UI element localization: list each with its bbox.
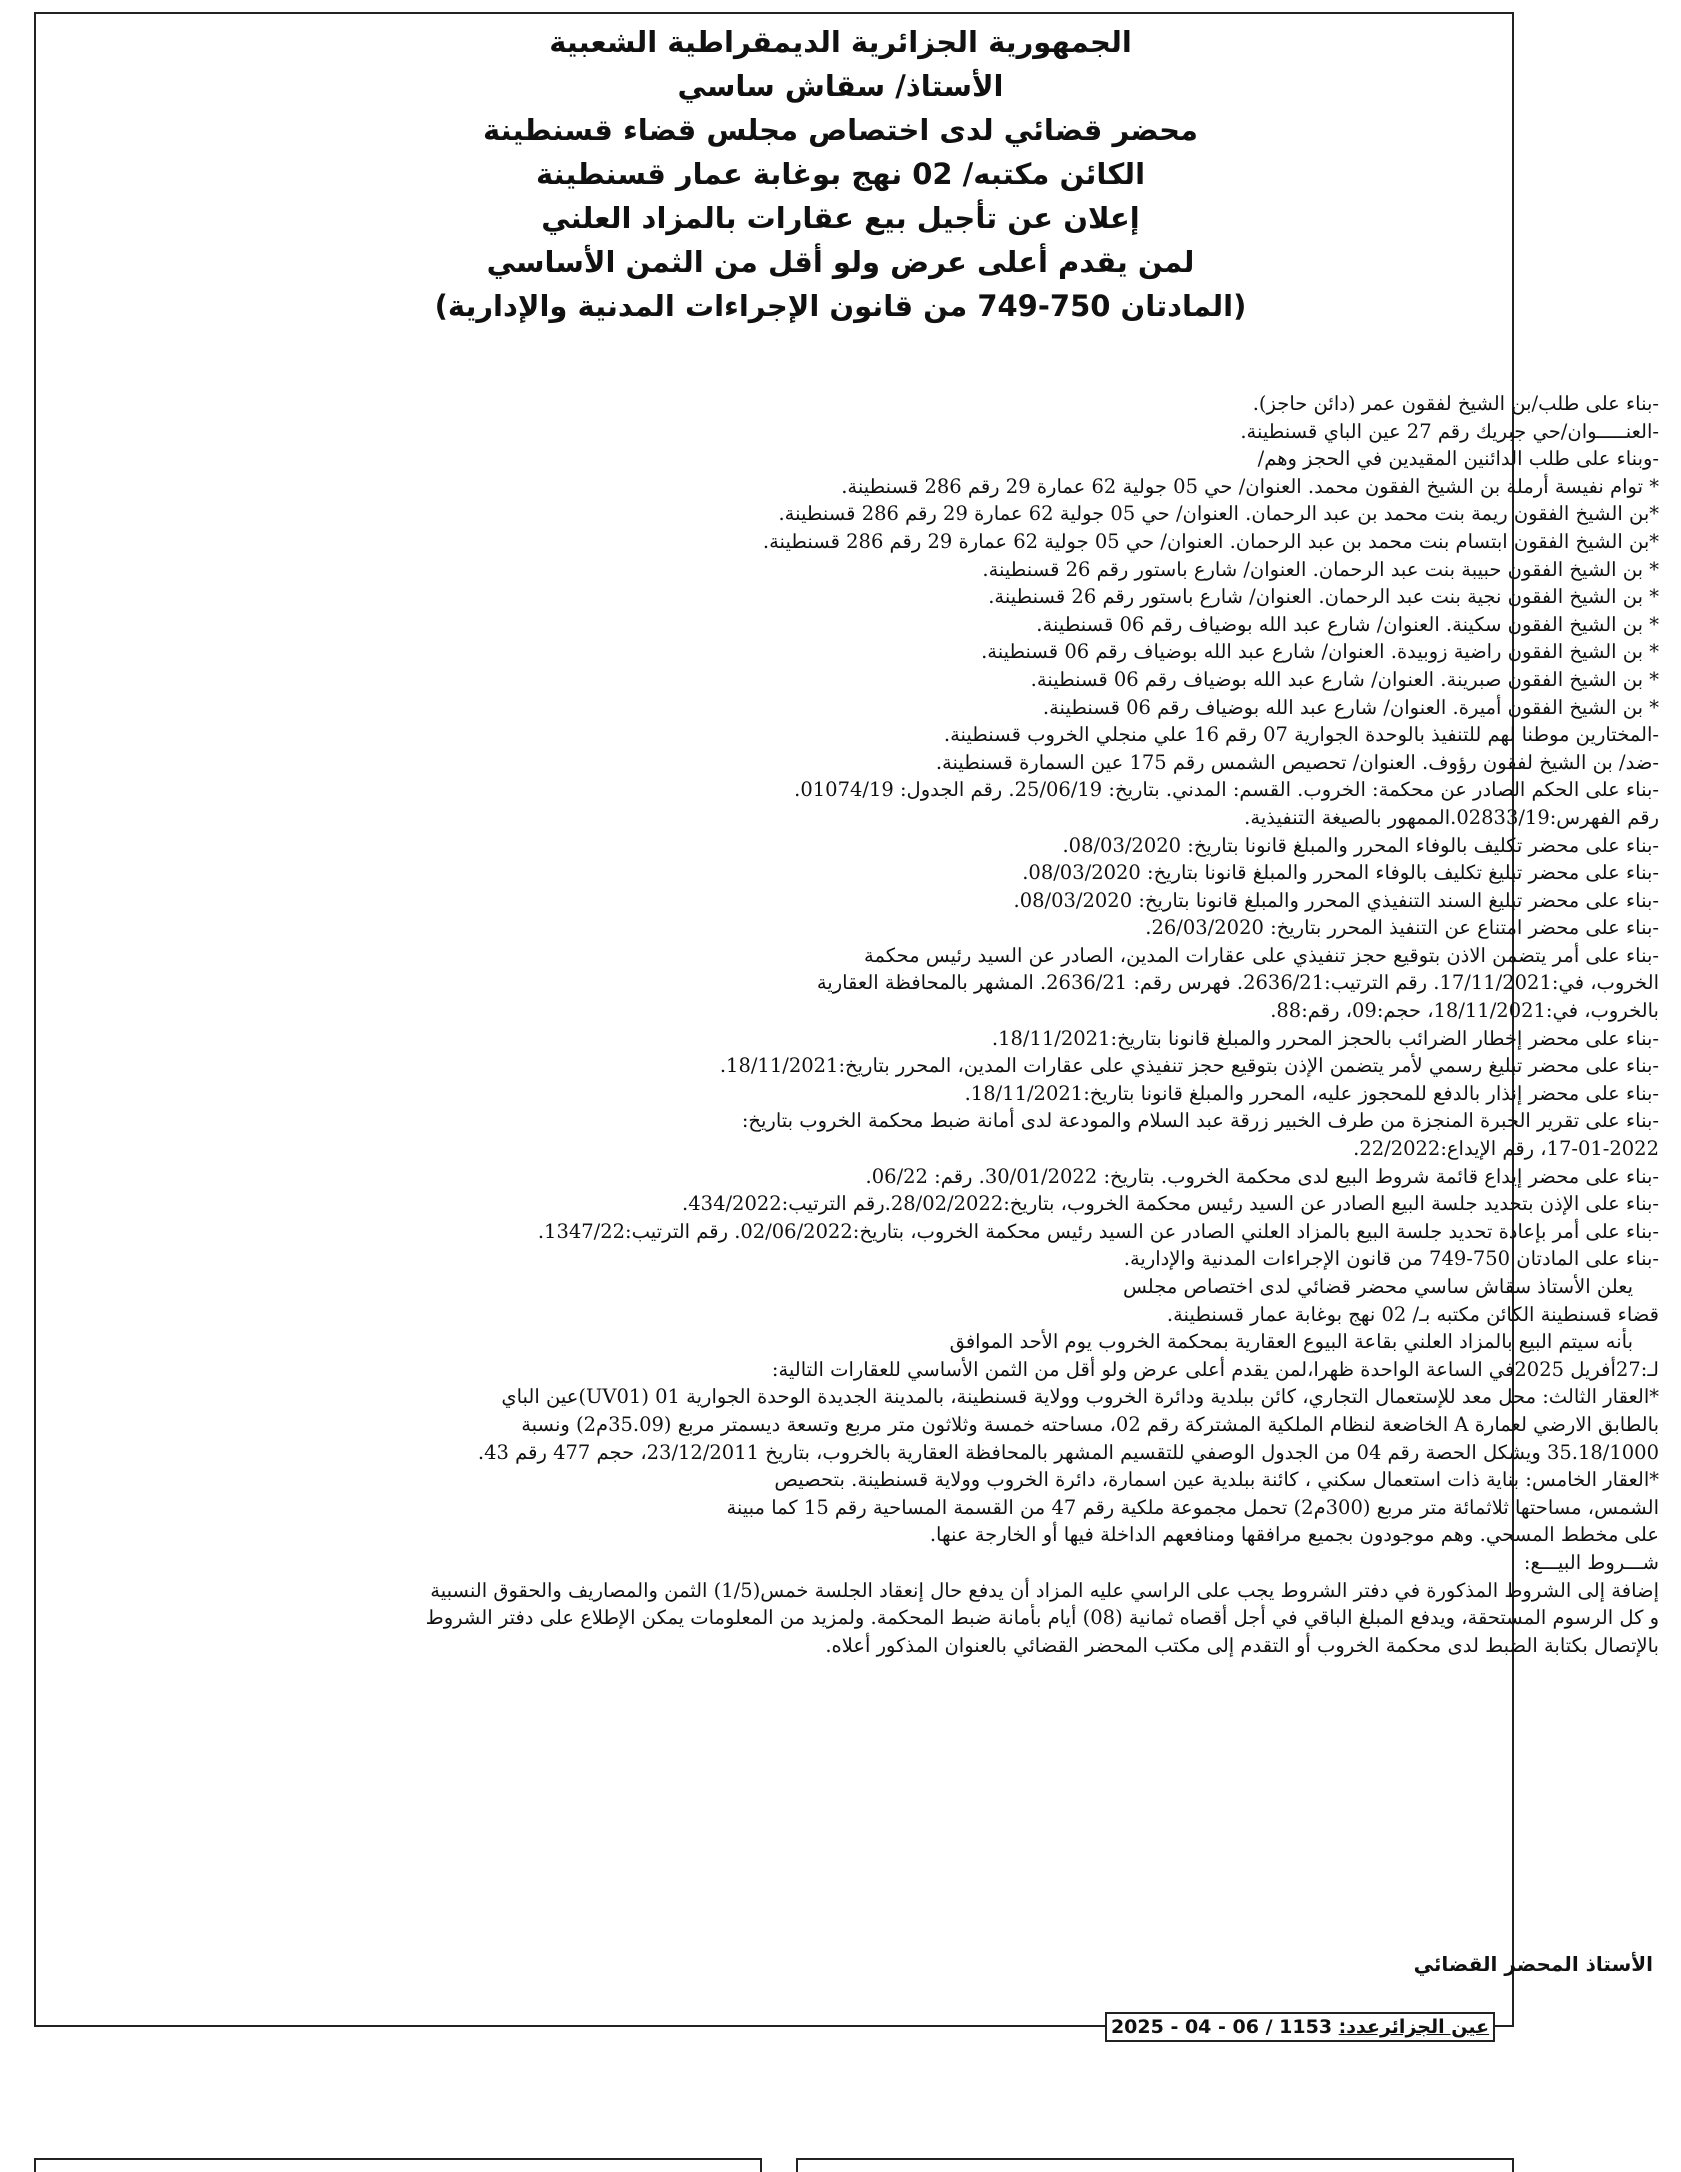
reference-value: 1153 / 06 - 04 - 2025 [1110, 2016, 1333, 2038]
body-line: -بناء على الحكم الصادر عن محكمة: الخروب. القسم: المدني. بتاريخ: 25/06/19. رقم الجدول: 01074/19. [794, 778, 1659, 802]
header-jurisdiction: محضر قضائي لدى اختصاص مجلس قضاء قسنطينة [483, 113, 1198, 147]
header-bailiff-name: الأستاذ/ سقاش ساسي [677, 69, 1004, 103]
body-line: 17-01-2022، رقم الإيداع:22/2022. [1353, 1137, 1659, 1161]
body-line: قضاء قسنطينة الكائن مكتبه بـ/ 02 نهج بوغابة عمار قسنطينة. [1166, 1302, 1659, 1326]
body-line: بالخروب، في:18/11/2021، حجم:09، رقم:88. [1270, 999, 1659, 1023]
body-line: -بناء على محضر إنذار بالدفع للمحجوز عليه، المحرر والمبلغ قانونا بتاريخ:18/11/2021. [964, 1081, 1659, 1105]
body-line: -بناء على أمر بإعادة تحديد جلسة البيع بالمزاد العلني الصادر عن السيد رئيس محكمة الخروب، بتاريخ:02/06/2022. رقم الترتيب:1347/22. [537, 1219, 1659, 1243]
header-announcement-title: إعلان عن تأجيل بيع عقارات بالمزاد العلني [541, 201, 1140, 235]
body-line: -بناء على محضر إيداع قائمة شروط البيع لدى محكمة الخروب. بتاريخ: 30/01/2022. رقم: 06/22. [865, 1164, 1659, 1188]
body-line: -بناء على أمر يتضمن الاذن بتوقيع حجز تنفيذي على عقارات المدين، الصادر عن السيد رئيس محكمة [864, 943, 1659, 967]
next-announcement-right [796, 2158, 1514, 2172]
body-line: على مخطط المسحي. وهم موجودون بجميع مرافقها ومنافعهم الداخلة فيها أو الخارجة عنها. [929, 1523, 1659, 1547]
body-line: *بن الشيخ الفقون ريمة بنت محمد بن عبد الرحمان. العنوان/ حي 05 جولية 62 عمارة 29 رقم 286 قسنطينة. [778, 502, 1659, 526]
body-line: -وبناء على طلب الدائنين المقيدين في الحجز وهم/ [1257, 447, 1659, 471]
header-republic: الجمهورية الجزائرية الديمقراطية الشعبية [549, 25, 1132, 59]
body-line: -بناء على محضر تبليغ رسمي لأمر يتضمن الإذن بتوقيع حجز تنفيذي على عقارات المدين، المحرر بتاريخ:18/11/2021. [719, 1054, 1659, 1078]
body-line: *العقار الخامس: بناية ذات استعمال سكني ، كائنة ببلدية عين اسمارة، دائرة الخروب وولاية قسنطينة. بتحصيص [774, 1468, 1659, 1492]
header-legal-articles: (المادتان 750-749 من قانون الإجراءات المدنية والإدارية) [434, 289, 1247, 323]
document-header [40, 20, 1641, 328]
body-line: -العنـــــوان/حي جبريك رقم 27 عين الباي قسنطينة. [1240, 419, 1659, 443]
body-line: بأنه سيتم البيع بالمزاد العلني بقاعة البيوع العقارية بمحكمة الخروب يوم الأحد الموافق [949, 1330, 1633, 1354]
body-line: -بناء على محضر إخطار الضرائب بالحجز المحرر والمبلغ قانونا بتاريخ:18/11/2021. [991, 1026, 1659, 1050]
body-line: -ضد/ بن الشيخ لفقون رؤوف. العنوان/ تحصيص الشمس رقم 175 عين السمارة قسنطينة. [935, 750, 1659, 774]
reference-label: عين الجزائرعدد: [1338, 2016, 1490, 2038]
body-line: * بن الشيخ الفقون صبرينة. العنوان/ شارع عبد الله بوضياف رقم 06 قسنطينة. [1030, 667, 1659, 691]
body-line: -بناء على محضر تبليغ السند التنفيذي المحرر والمبلغ قانونا بتاريخ: 08/03/2020. [1013, 888, 1659, 912]
body-line: الخروب، في:17/11/2021. رقم الترتيب:2636/21. فهرس رقم: 2636/21. المشهر بالمحافظة العقارية [816, 971, 1659, 995]
header-bid-condition: لمن يقدم أعلى عرض ولو أقل من الثمن الأساسي [486, 245, 1195, 279]
body-line: * بن الشيخ الفقون راضية زوبيدة. العنوان/ شارع عبد الله بوضياف رقم 06 قسنطينة. [981, 640, 1659, 664]
body-line: -بناء على تقرير الخبرة المنجزة من طرف الخبير زرقة عبد السلام والمودعة لدى أمانة ضبط محكمة الخروب بتاريخ: [741, 1109, 1659, 1133]
next-announcement-left [34, 2158, 762, 2172]
body-line: رقم الفهرس:02833/19.الممهور بالصيغة التنفيذية. [1244, 805, 1659, 829]
body-line: و كل الرسوم المستحقة، ويدفع المبلغ الباقي في أجل أقصاه ثمانية (08) أيام بأمانة ضبط المحكمة. ولمزيد من المعلومات يمكن الإطلاع على دفتر الشروط [425, 1606, 1659, 1630]
body-line: -المختارين موطنا لهم للتنفيذ بالوحدة الجوارية 07 رقم 16 علي منجلي الخروب قسنطينة. [943, 723, 1659, 747]
header-office-address: الكائن مكتبه/ 02 نهج بوغابة عمار قسنطينة [535, 157, 1146, 191]
body-line: 35.18/1000 ويشكل الحصة رقم 04 من الجدول الوصفي للتقسيم المشهر بالمحافظة العقارية بالخروب، بتاريخ 23/12/2011، حجم 477 رقم 43. [477, 1440, 1659, 1464]
signature-bailiff: الأستاذ المحضر القضائي [1413, 1952, 1653, 1976]
body-line: * بن الشيخ الفقون أميرة. العنوان/ شارع عبد الله بوضياف رقم 06 قسنطينة. [1042, 695, 1659, 719]
body-line: بالإتصال بكتابة الضبط لدى محكمة الخروب أو التقدم إلى مكتب المحضر القضائي بالعنوان المذكور أعلاه. [825, 1633, 1659, 1657]
body-line: -بناء على محضر تكليف بالوفاء المحرر والمبلغ قانونا بتاريخ: 08/03/2020. [1062, 833, 1659, 857]
body-line: -بناء على طلب/بن الشيخ لفقون عمر (دائن حاجز). [1252, 392, 1659, 415]
body-line: إضافة إلى الشروط المذكورة في دفتر الشروط يجب على الراسي عليه المزاد أن يدفع حال إنعقاد الجلسة خمس(1/5) الثمن والمصاريف والحقوق النسبية [430, 1578, 1659, 1602]
document-body [10, 390, 1659, 1659]
body-line: *العقار الثالث: محل معد للإستعمال التجاري، كائن ببلدية ودائرة الخروب وولاية قسنطينة، بالمدينة الجديدة الوحدة الجوارية 01 (UV01)عين الباي [501, 1385, 1659, 1409]
body-line: * بن الشيخ الفقون نجية بنت عبد الرحمان. العنوان/ شارع باستور رقم 26 قسنطينة. [988, 585, 1659, 609]
sale-conditions-heading: شـــروط البيـــع: [1523, 1550, 1659, 1574]
body-line: الشمس، مساحتها ثلاثمائة متر مربع (300م2) تحمل مجموعة ملكية رقم 47 من القسمة المساحية رقم 15 كما مبينة [726, 1495, 1659, 1519]
body-line: -بناء على الإذن بتحديد جلسة البيع الصادر عن السيد رئيس محكمة الخروب، بتاريخ:28/02/2022.رقم الترتيب:434/2022. [682, 1192, 1659, 1216]
body-line: -بناء على المادتان 750-749 من قانون الإجراءات المدنية والإدارية. [1123, 1247, 1659, 1271]
body-line: لـ:27أفريل 2025في الساعة الواحدة ظهرا،لمن يقدم أعلى عرض ولو أقل من الثمن الأساسي للعقارات التالية: [771, 1357, 1659, 1381]
body-line: *بن الشيخ الفقون ابتسام بنت محمد بن عبد الرحمان. العنوان/ حي 05 جولية 62 عمارة 29 رقم 286 قسنطينة. [762, 529, 1659, 553]
body-line: يعلن الأستاذ سقاش ساسي محضر قضائي لدى اختصاص مجلس [1122, 1275, 1633, 1298]
body-line: -بناء على محضر امتناع عن التنفيذ المحرر بتاريخ: 26/03/2020. [1145, 916, 1659, 940]
body-line: بالطابق الارضي لعمارة A الخاضعة لنظام الملكية المشتركة رقم 02، مساحته خمسة وثلاثون متر مربع وتسعة ديسمتر مربع (35.09م2) ونسبة [521, 1412, 1659, 1436]
body-line: -بناء على محضر تبليغ تكليف بالوفاء المحرر والمبلغ قانونا بتاريخ: 08/03/2020. [1022, 861, 1659, 885]
body-line: * بن الشيخ الفقون حبيبة بنت عبد الرحمان. العنوان/ شارع باستور رقم 26 قسنطينة. [982, 557, 1659, 581]
publication-reference [1105, 2012, 1495, 2042]
body-line: * بن الشيخ الفقون سكينة. العنوان/ شارع عبد الله بوضياف رقم 06 قسنطينة. [1036, 612, 1659, 636]
body-line: * توام نفيسة أرملة بن الشيخ الفقون محمد. العنوان/ حي 05 جولية 62 عمارة 29 رقم 286 قسنطينة. [841, 474, 1659, 498]
